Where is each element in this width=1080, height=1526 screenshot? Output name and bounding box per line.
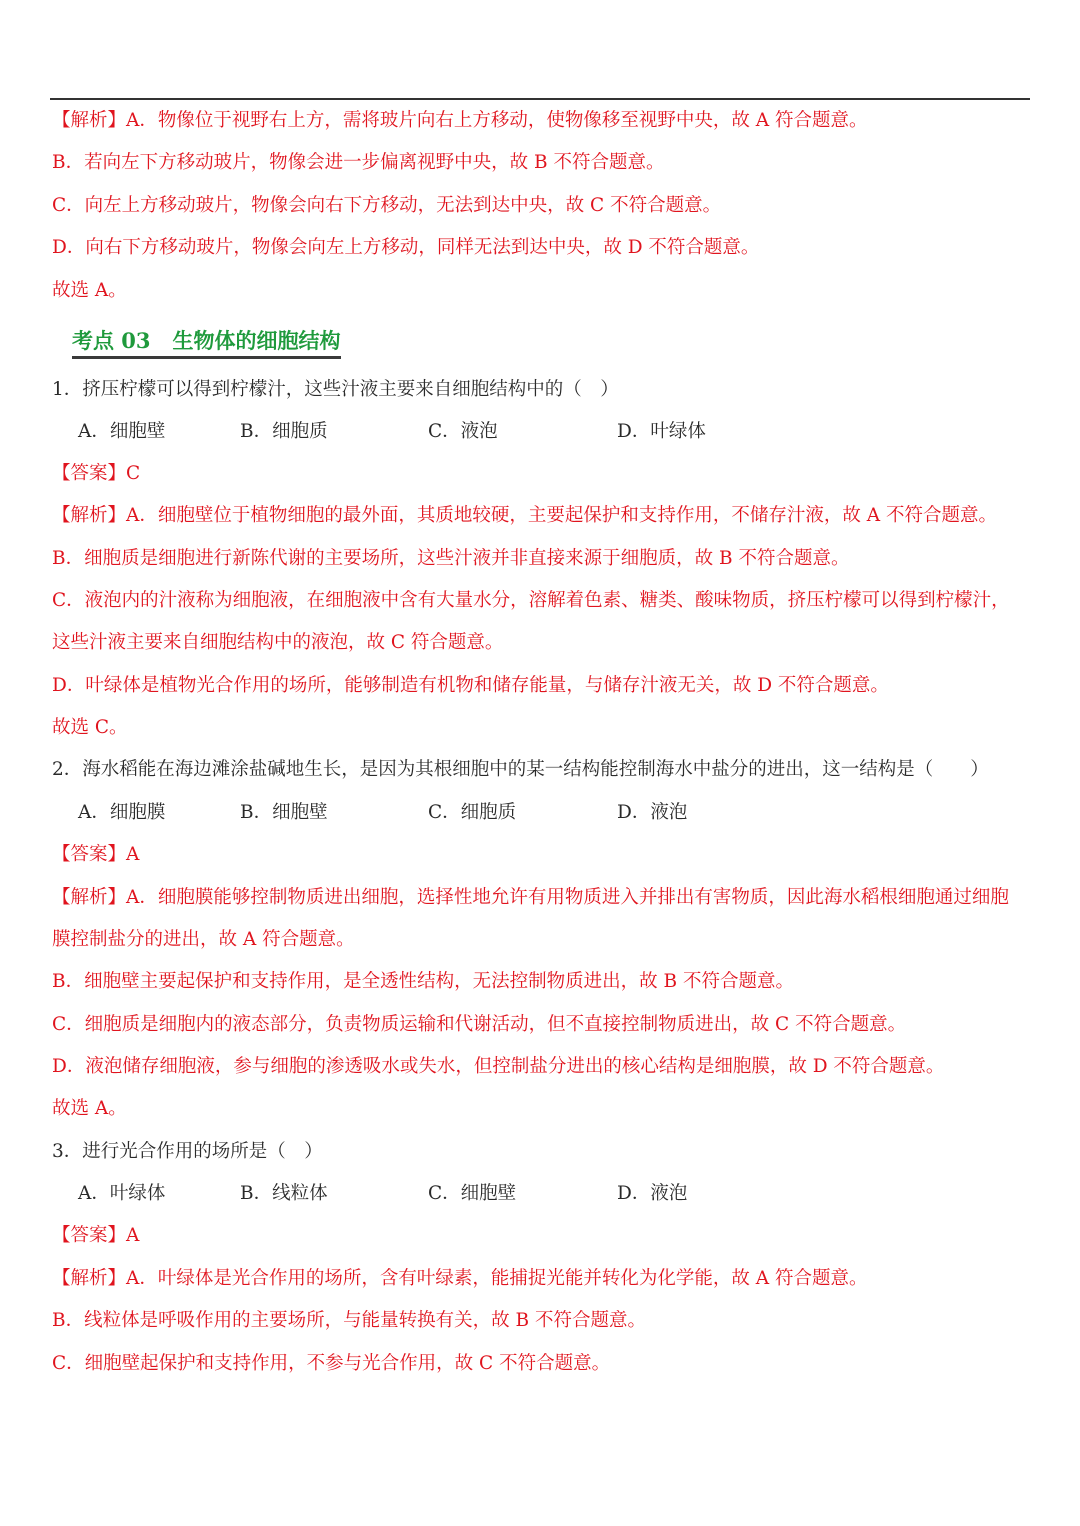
option-d: D．液泡	[617, 1183, 688, 1204]
header-rule	[50, 98, 1030, 100]
answer-label: 【答案】A	[52, 1225, 140, 1246]
option-a: A．细胞膜	[78, 802, 166, 823]
section-number: 考点 03	[72, 328, 151, 353]
option-c: C．液泡	[428, 421, 498, 442]
analysis-line: C．细胞质是细胞内的液态部分，负责物质运输和代谢活动，但不直接控制物质进出，故 C 不符合题意。	[52, 1014, 907, 1035]
option-d: D．液泡	[617, 802, 688, 823]
analysis-line: 【解析】A．细胞壁位于植物细胞的最外面，其质地较硬，主要起保护和支持作用，不储存汁液，故 A 不符合题意。	[52, 505, 997, 526]
analysis-line: B．细胞质是细胞进行新陈代谢的主要场所，这些汁液并非直接来源于细胞质，故 B 不符合题意。	[52, 548, 850, 569]
analysis-line: B．细胞壁主要起保护和支持作用，是全透性结构，无法控制物质进出，故 B 不符合题意。	[52, 971, 794, 992]
option-a: A．细胞壁	[78, 421, 166, 442]
analysis-line: B．线粒体是呼吸作用的主要场所，与能量转换有关，故 B 不符合题意。	[52, 1310, 646, 1331]
option-b: B．细胞质	[240, 421, 328, 442]
analysis-line: 【解析】A．叶绿体是光合作用的场所，含有叶绿素，能捕捉光能并转化为化学能，故 A 符合题意。	[52, 1268, 868, 1289]
analysis-line: 这些汁液主要来自细胞结构中的液泡，故 C 符合题意。	[52, 632, 504, 653]
analysis-line: C．向左上方移动玻片，物像会向右下方移动，无法到达中央，故 C 不符合题意。	[52, 195, 722, 216]
final-choice: 故选 C。	[52, 717, 128, 738]
analysis-line: 膜控制盐分的进出，故 A 符合题意。	[52, 929, 355, 950]
analysis-line: D．向右下方移动玻片，物像会向左上方移动，同样无法到达中央，故 D 不符合题意。	[52, 237, 760, 258]
option-d: D．叶绿体	[617, 421, 706, 442]
section-underline	[72, 356, 341, 359]
analysis-line: 【解析】A．细胞膜能够控制物质进出细胞，选择性地允许有用物质进入并排出有害物质，因此海水稻根细胞通过细胞	[52, 887, 1009, 908]
analysis-line: D．液泡储存细胞液，参与细胞的渗透吸水或失水，但控制盐分进出的核心结构是细胞膜，故 D 不符合题意。	[52, 1056, 945, 1077]
question-stem: 2．海水稻能在海边滩涂盐碱地生长，是因为其根细胞中的某一结构能控制海水中盐分的进出，这一结构是（ ）	[52, 759, 989, 780]
option-a: A．叶绿体	[78, 1183, 166, 1204]
option-b: B．线粒体	[240, 1183, 328, 1204]
analysis-line: 【解析】A．物像位于视野右上方，需将玻片向右上方移动，使物像移至视野中央，故 A 符合题意。	[52, 110, 868, 131]
option-c: C．细胞壁	[428, 1183, 517, 1204]
analysis-line: C．细胞壁起保护和支持作用，不参与光合作用，故 C 不符合题意。	[52, 1353, 611, 1374]
final-choice: 故选 A。	[52, 1098, 127, 1119]
answer-label: 【答案】C	[52, 463, 141, 484]
section-heading	[72, 326, 341, 356]
option-c: C．细胞质	[428, 802, 517, 823]
analysis-line: C．液泡内的汁液称为细胞液，在细胞液中含有大量水分，溶解着色素、糖类、酸味物质，挤压柠檬可以得到柠檬汁，	[52, 590, 1010, 611]
question-stem: 1．挤压柠檬可以得到柠檬汁，这些汁液主要来自细胞结构中的（ ）	[52, 379, 619, 400]
option-b: B．细胞壁	[240, 802, 328, 823]
question-stem: 3．进行光合作用的场所是（ ）	[52, 1141, 323, 1162]
final-choice: 故选 A。	[52, 280, 127, 301]
analysis-line: B．若向左下方移动玻片，物像会进一步偏离视野中央，故 B 不符合题意。	[52, 152, 665, 173]
section-title: 生物体的细胞结构	[172, 328, 341, 353]
answer-label: 【答案】A	[52, 844, 140, 865]
analysis-line: D．叶绿体是植物光合作用的场所，能够制造有机物和储存能量，与储存汁液无关，故 D 不符合题意。	[52, 675, 889, 696]
